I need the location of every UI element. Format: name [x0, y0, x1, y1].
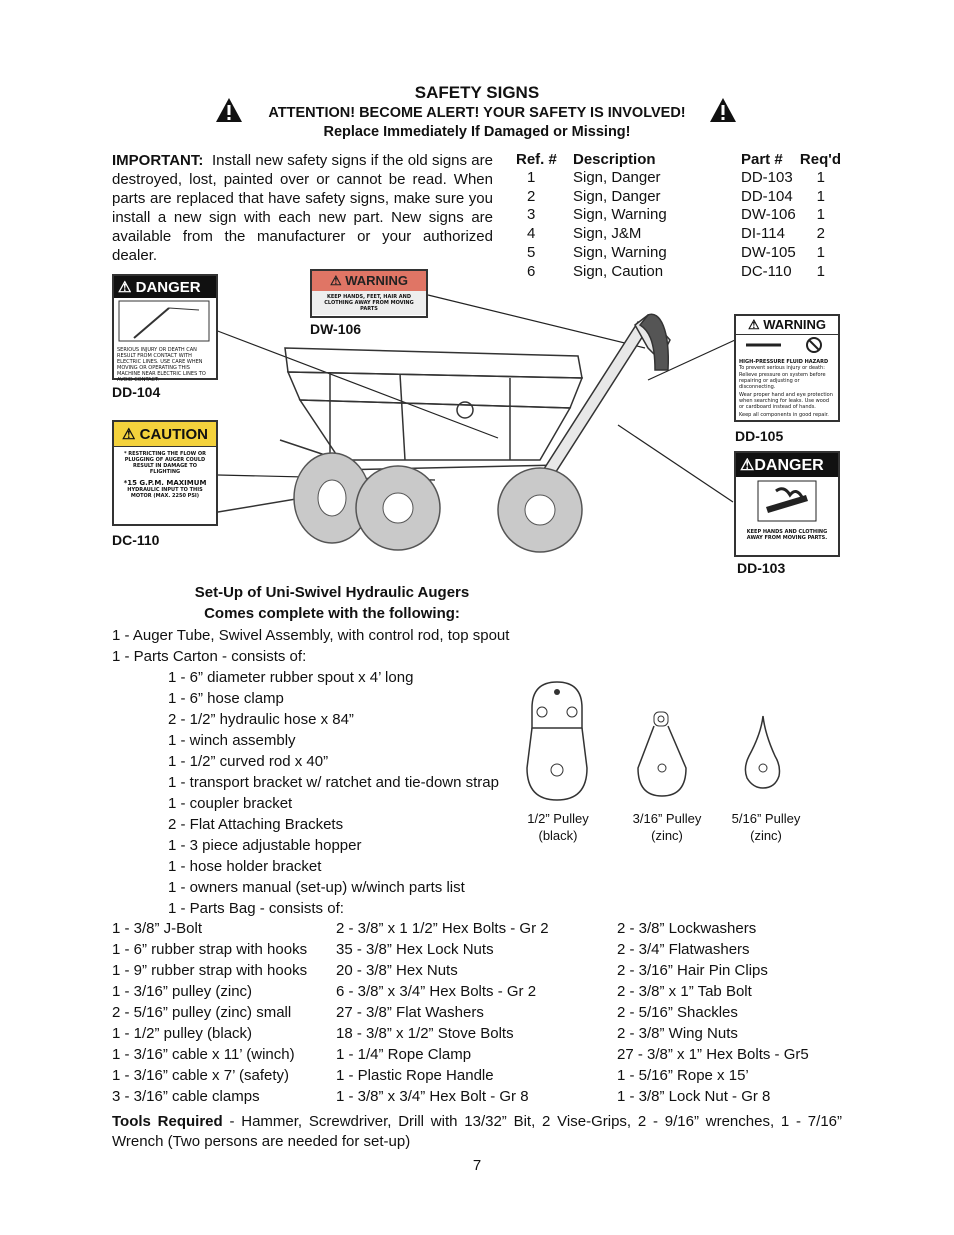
- list-item: 1 - 3/8” Lock Nut - Gr 8: [617, 1088, 771, 1105]
- sign-header-text: CAUTION: [139, 426, 208, 443]
- sign-title: HIGH-PRESSURE FLUID HAZARD: [739, 359, 829, 365]
- table-header-row: [516, 151, 841, 169]
- list-item: 2 - Flat Attaching Brackets: [168, 816, 344, 833]
- caption-line: (zinc): [750, 828, 782, 843]
- attention-line: ATTENTION! BECOME ALERT! YOUR SAFETY IS INVOLVED!: [268, 105, 686, 121]
- cell: DI-114: [741, 225, 785, 243]
- list-item: 18 - 3/8” x 1/2” Stove Bolts: [336, 1025, 514, 1042]
- important-text: Install new safety signs if the old signs are destroyed, lost, painted over or cannot be read. When parts are replaced that have safety signs, make sure you install a new sign with each new part. New signs are available from the manufacturer or your authorized dealer.: [112, 152, 493, 264]
- list-item: 1 - 3/16” cable x 7’ (safety): [112, 1067, 290, 1084]
- sign-text: SERIOUS INJURY OR DEATH CAN RESULT FROM CONTACT WITH ELECTRIC LINES. USE CARE WHEN MOVING OR OPERATING THIS MACHINE NEAR ELECTRIC LINES TO AVOID CONTACT.: [117, 347, 206, 383]
- cell: 1: [816, 169, 825, 186]
- list-item: 1 - Plastic Rope Handle: [336, 1067, 494, 1084]
- warning-triangle-icon: ⚠: [122, 426, 136, 443]
- cell: 4: [527, 225, 536, 243]
- list-item: 1 - 1/4” Rope Clamp: [336, 1046, 472, 1063]
- list-item: 1 - 6” hose clamp: [168, 690, 284, 707]
- col-header-part: Part #: [741, 151, 783, 168]
- caption-line: (zinc): [651, 828, 683, 843]
- list-item: 2 - 3/16” Hair Pin Clips: [617, 962, 768, 979]
- setup-subtitle: Comes complete with the following:: [204, 605, 460, 622]
- sign-label-dd103: DD-103: [737, 560, 786, 576]
- parts-bag-col3: [617, 918, 809, 1107]
- sign-label-dd104: DD-104: [112, 384, 161, 400]
- cell: 1: [816, 206, 825, 224]
- warning-header: [312, 271, 426, 291]
- parts-bag-col1: [112, 918, 307, 1107]
- list-item: 2 - 3/4” Flatwashers: [617, 941, 750, 958]
- attention-banner: [0, 104, 954, 142]
- pulley-caption: [617, 810, 717, 844]
- warning-triangle-icon: ⚠: [118, 279, 132, 296]
- cell: DC-110: [741, 262, 792, 280]
- cell: 1: [816, 187, 825, 205]
- sign-bullet: Keep all components in good repair.: [739, 412, 829, 418]
- important-note: [112, 151, 493, 265]
- list-item: 27 - 3/8” Flat Washers: [336, 1004, 484, 1021]
- list-item: 1 - 3/8” x 3/4” Hex Bolt - Gr 8: [336, 1088, 529, 1105]
- cell: 6: [527, 262, 536, 280]
- list-item: 2 - 3/8” Wing Nuts: [617, 1025, 738, 1042]
- list-item: 20 - 3/8” Hex Nuts: [336, 962, 458, 979]
- sign-text: * RESTRICTING THE FLOW OR PLUGGING OF AUGER COULD RESULT IN DAMAGE TO FLIGHTING: [123, 451, 207, 475]
- warning-triangle-icon: ⚠: [329, 273, 342, 288]
- list-item: 1 - 6” diameter rubber spout x 4’ long: [168, 669, 414, 686]
- col-header-ref: Ref. #: [516, 151, 557, 168]
- cell: 1: [816, 262, 825, 280]
- sign-label-dc110: DC-110: [112, 532, 160, 548]
- cell: Sign, Caution: [573, 262, 664, 280]
- replace-line: Replace Immediately If Damaged or Missing!: [323, 124, 631, 140]
- pulley-black-icon: [522, 678, 592, 806]
- rotating-auger-hand-pictogram: [736, 477, 838, 525]
- parts-carton-list: [168, 667, 499, 919]
- list-item: 2 - 3/8” x 1” Tab Bolt: [617, 983, 752, 1000]
- caption-line: 5/16” Pulley: [731, 811, 801, 826]
- table-row: [516, 225, 841, 244]
- cell: DW-106: [741, 206, 796, 224]
- list-item: 1 - 1/2” pulley (black): [112, 1025, 253, 1042]
- list-item: 1 - 6” rubber strap with hooks: [112, 941, 308, 958]
- danger-sign-dd104: [112, 274, 218, 383]
- list-item: 1 - winch assembly: [168, 732, 296, 749]
- pulley-caption: [508, 810, 608, 844]
- warning-header: [736, 316, 838, 335]
- danger-sign-dd103: [734, 451, 840, 557]
- tools-text: - Hammer, Screwdriver, Drill with 13/32” Bit, 2 Vise-Grips, 2 - 9/16” wrenches, 1 - 7/16” Wrench (Two persons are needed for set-up): [112, 1113, 842, 1150]
- pulley-3-16-zinc-icon: [634, 708, 690, 800]
- sign-header-text: DANGER: [135, 279, 201, 296]
- sign-text2: HYDRAULIC INPUT TO THIS MOTOR (MAX. 2250 PSI): [127, 487, 203, 499]
- cell: 2: [816, 225, 825, 243]
- list-item: 6 - 3/8” x 3/4” Hex Bolts - Gr 2: [336, 983, 537, 1000]
- sign-label-dw105: DD-105: [735, 428, 784, 444]
- parts-bag-col2: [336, 918, 549, 1107]
- cell: DD-104: [741, 187, 793, 205]
- warning-triangle-icon: ⚠: [747, 317, 760, 332]
- list-item: 27 - 3/8” x 1” Hex Bolts - Gr5: [617, 1046, 809, 1063]
- cell: DD-103: [741, 169, 793, 186]
- sign-text: KEEP HANDS AND CLOTHING AWAY FROM MOVING PARTS.: [746, 529, 828, 541]
- cell: 1: [816, 243, 825, 261]
- cell: Sign, Danger: [573, 169, 661, 186]
- table-row: [516, 169, 841, 188]
- warning-sign-dw105: [734, 314, 840, 422]
- cell: Sign, J&M: [573, 225, 642, 243]
- important-label: IMPORTANT:: [112, 152, 204, 169]
- sign-header-text: WARNING: [345, 273, 409, 288]
- list-item: 1 - owners manual (set-up) w/winch parts list: [168, 879, 465, 896]
- page-title: SAFETY SIGNS: [414, 83, 540, 102]
- list-item: 1 - coupler bracket: [168, 795, 293, 812]
- page-number: 7: [472, 1157, 482, 1174]
- list-item: 2 - 5/16” pulley (zinc) small: [112, 1004, 292, 1021]
- electric-line-pictogram: [114, 298, 214, 343]
- tools-label: Tools Required: [112, 1113, 223, 1130]
- sign-text: KEEP HANDS, FEET, HAIR AND CLOTHING AWAY FROM MOVING PARTS: [312, 291, 426, 315]
- setup-title: Set-Up of Uni-Swivel Hydraulic Augers: [194, 584, 470, 601]
- table-row: [516, 206, 841, 225]
- list-item: 1 - Parts Carton - consists of:: [112, 648, 307, 665]
- list-item: 2 - 3/8” x 1 1/2” Hex Bolts - Gr 2: [336, 920, 549, 937]
- list-item: 1 - 3 piece adjustable hopper: [168, 837, 362, 854]
- list-item: 1 - 5/16” Rope x 15’: [617, 1067, 749, 1084]
- caption-line: 3/16” Pulley: [632, 811, 702, 826]
- list-item: 1 - 1/2” curved rod x 40”: [168, 753, 329, 770]
- col-header-description: Description: [573, 151, 656, 168]
- cell: 1: [527, 169, 536, 186]
- list-item: 35 - 3/8” Hex Lock Nuts: [336, 941, 494, 958]
- table-row: [516, 188, 841, 207]
- col-header-reqd: Req'd: [799, 151, 841, 168]
- cell: 3: [527, 206, 536, 224]
- sign-max: *15 G.P.M. MAXIMUM: [123, 479, 207, 487]
- caution-sign-dc110: [112, 420, 218, 526]
- list-item: 2 - 1/2” hydraulic hose x 84”: [168, 711, 354, 728]
- list-item: 1 - 3/8” J-Bolt: [112, 920, 203, 937]
- list-item: 1 - 3/16” cable x 11’ (winch): [112, 1046, 295, 1063]
- cell: 5: [527, 243, 536, 261]
- caption-line: (black): [538, 828, 578, 843]
- tools-required: [112, 1112, 842, 1152]
- sign-bullet: Wear proper hand and eye protection when searching for leaks. Use wood or cardboard instead of hands.: [739, 392, 833, 410]
- list-item: 1 - transport bracket w/ ratchet and tie-down strap: [168, 774, 499, 791]
- cell: Sign, Danger: [573, 187, 661, 205]
- sign-sub: To prevent serious injury or death:: [739, 365, 825, 371]
- cell: DW-105: [741, 243, 796, 261]
- list-item: 1 - hose holder bracket: [168, 858, 322, 875]
- list-item: 2 - 3/8” Lockwashers: [617, 920, 757, 937]
- list-item: 2 - 5/16” Shackles: [617, 1004, 738, 1021]
- danger-header: [736, 453, 838, 477]
- sign-bullet: Relieve pressure on system before repairing or adjusting or disconnecting.: [739, 372, 826, 390]
- caption-line: 1/2” Pulley: [527, 811, 589, 826]
- sign-header-text: WARNING: [763, 317, 827, 332]
- warning-triangle-icon: ⚠: [740, 457, 755, 474]
- list-item: 1 - Parts Bag - consists of:: [168, 900, 344, 917]
- list-item: 1 - 9” rubber strap with hooks: [112, 962, 308, 979]
- pulley-5-16-zinc-icon: [741, 714, 785, 790]
- list-item: 3 - 3/16” cable clamps: [112, 1088, 260, 1105]
- warning-sign-dw106: [310, 269, 428, 318]
- cell: Sign, Warning: [573, 206, 667, 224]
- sign-label-dw106: DW-106: [310, 321, 362, 337]
- pulley-caption: [716, 810, 816, 844]
- high-pressure-pictogram: [736, 335, 836, 355]
- cell: Sign, Warning: [573, 243, 667, 261]
- danger-header: [114, 276, 216, 298]
- sign-header-text: DANGER: [754, 457, 824, 474]
- caution-header: [114, 422, 216, 447]
- cell: 2: [527, 187, 536, 205]
- list-item: 1 - 3/16” pulley (zinc): [112, 983, 253, 1000]
- list-item: 1 - Auger Tube, Swivel Assembly, with control rod, top spout: [112, 627, 510, 644]
